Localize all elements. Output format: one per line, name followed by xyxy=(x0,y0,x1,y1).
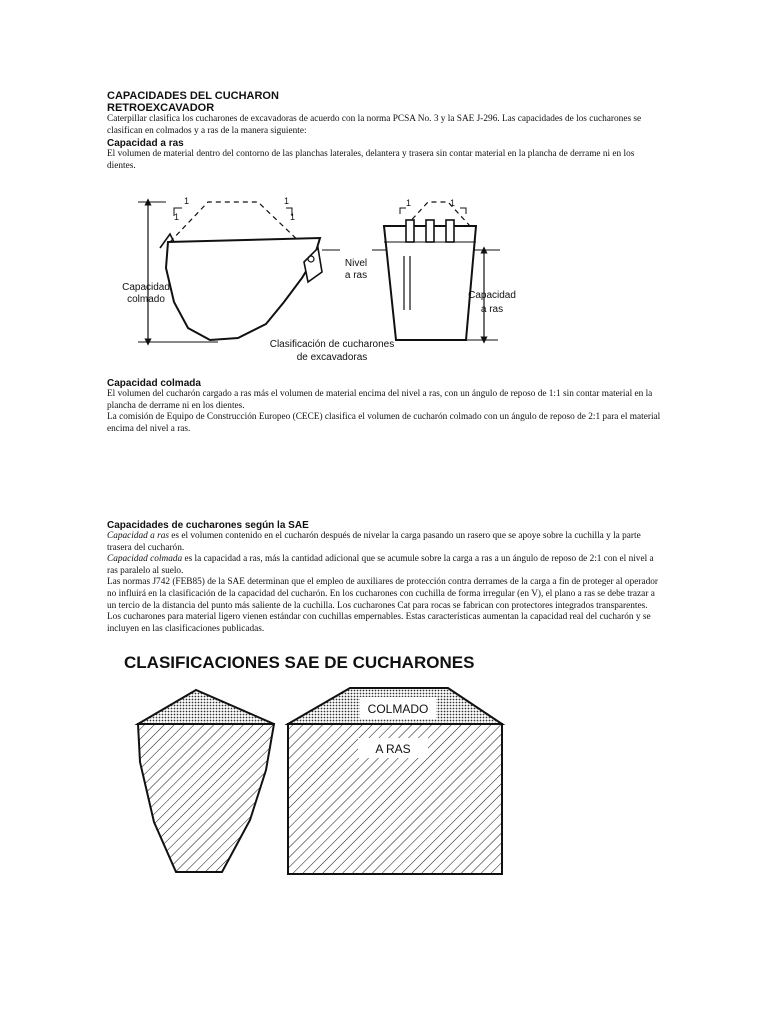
bucket-front-view xyxy=(384,226,476,340)
label-capacidad-colmado-2: colmado xyxy=(127,294,165,305)
document-title-line1: CAPACIDADES DEL CUCHARON xyxy=(107,90,279,102)
section-colmada-paragraph-1: El volumen del cucharón cargado a ras más el volumen de material encima del nivel a ras, con un ángulo de reposo de 1:1 sin contar material en la plancha de derrame ni en los dientes. xyxy=(107,389,653,411)
label-colmado: COLMADO xyxy=(367,702,429,716)
document-body xyxy=(107,90,662,172)
slope-label-left-top: 1 xyxy=(184,196,190,206)
section-colmada xyxy=(107,378,662,435)
label-a-ras: A RAS xyxy=(375,742,411,756)
section-heading-colmada: Capacidad colmada xyxy=(107,378,201,389)
slope-label-right-top: 1 xyxy=(284,196,290,206)
figure2-title: CLASIFICACIONES SAE DE CUCHARONES xyxy=(124,653,475,672)
sae-colmada-text: es la capacidad a ras, más la cantidad adicional que se acumule sobre la carga a ras a un ángulo de reposo de 2:1 con el nivel a ras paralelo al suelo. xyxy=(107,554,654,576)
figure1-caption-2: de excavadoras xyxy=(296,352,368,363)
slope-label-front-right: 1 xyxy=(450,198,456,208)
intro-paragraph: Caterpillar clasifica los cucharones de excavadoras de acuerdo con la norma PCSA No. 3 y la SAE J-296. Las capacidades de los cucharones se clasifican en colmados y a ras de la manera siguiente: xyxy=(107,114,642,136)
section-heading-ras: Capacidad a ras xyxy=(107,138,184,150)
section-sae xyxy=(107,520,662,635)
sae-colmada-term: Capacidad colmada xyxy=(107,554,183,565)
slope-label-front-left: 1 xyxy=(406,198,412,208)
sae-classification-diagram xyxy=(110,650,530,890)
sae-ras-paragraph xyxy=(107,531,662,554)
document-title-line2: RETROEXCAVADOR xyxy=(107,102,215,114)
figure1-caption-1: Clasificación de cucharones xyxy=(269,339,395,350)
slope-label-right: 1 xyxy=(290,212,296,222)
label-nivel-2: a ras xyxy=(344,270,368,281)
label-capacidad-ras-2: a ras xyxy=(480,304,504,315)
sae-left-heaped xyxy=(138,690,274,724)
sae-ras-term: Capacidad a ras xyxy=(107,531,169,541)
bucket-classification-diagram xyxy=(108,190,628,365)
section-ras-paragraph: El volumen de material dentro del contorno de las planchas laterales, delantera y trasera sin contar material en la plancha de derrame ni en los dientes. xyxy=(107,149,635,171)
label-nivel-1: Nivel xyxy=(344,258,368,269)
sae-colmada-paragraph xyxy=(107,554,662,577)
sae-normas-paragraph: Las normas J742 (FEB85) de la SAE determinan que el empleo de auxiliares de protección contra derrames de la carga a fin de proteger al operador no influirá en la clasificación de la capacidad del cucharón. En los cucharones con cuchilla de forma irregular (en V), el plano a ras se debe trazar a un tercio de la distancia del punto más saliente de la cuchilla. Los cucharones Cat para rocas se fabrican con protectores integrados transparentes. Los cucharones para material ligero vienen estándar con cuchillas empernables. Estas características aumentan la capacidad real del cucharón y se incluyen en las clasificaciones publicadas. xyxy=(107,577,658,634)
label-capacidad-colmado-1: Capacidad xyxy=(122,282,170,293)
section-heading-sae: Capacidades de cucharones según la SAE xyxy=(107,520,309,531)
sae-ras-text: es el volumen contenido en el cucharón después de nivelar la carga pasando un rasero que se apoye sobre la cuchilla y la parte trasera del cucharón. xyxy=(107,531,641,553)
section-colmada-paragraph-2: La comisión de Equipo de Construcción Europeo (CECE) clasifica el volumen de cucharón colmado con un ángulo de reposo de 2:1 para el material encima del nivel a ras. xyxy=(107,412,661,434)
sae-left-struck xyxy=(138,724,274,872)
label-capacidad-ras-1: Capacidad xyxy=(468,290,516,301)
slope-label-left: 1 xyxy=(174,212,180,222)
bucket-side-view xyxy=(166,238,320,340)
